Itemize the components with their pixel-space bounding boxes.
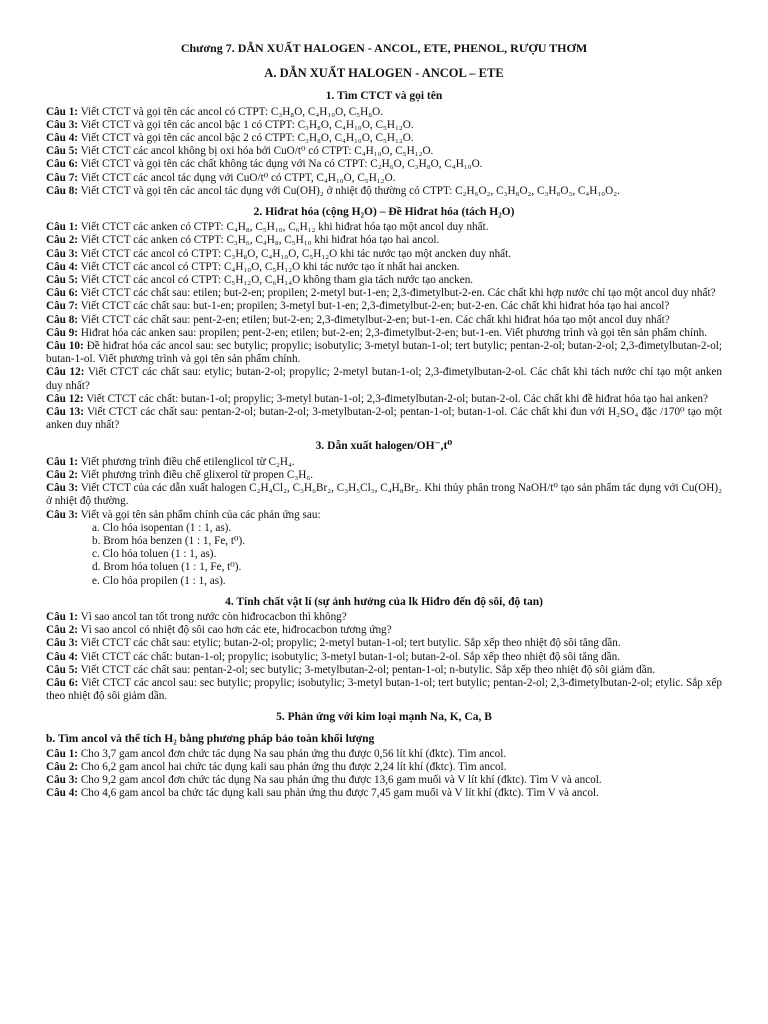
question [46,145,722,158]
question [46,172,722,185]
question-text: Viết CTCT các chất sau: etylic; butan-2-ol; propylic; 2-metyl butan-1-ol; tert butylic. Sắp xếp theo nhiệt độ sôi tăng dần. [78,637,621,650]
question [46,787,722,800]
question [46,274,722,287]
question [46,774,722,787]
question-label: Câu 2: [46,624,79,637]
question-label: Câu 7: [46,171,79,184]
question [46,624,722,637]
question-label: Câu 4: [46,650,79,663]
question-label: Câu 1: [46,747,79,760]
question-label: Câu 3: [46,482,79,495]
question-label: Câu 8: [46,313,79,326]
question-label: Câu 5: [46,274,79,287]
question-label: Câu 5: [46,663,79,676]
question-label: Câu 7: [46,300,79,313]
question-label: Câu 3: [46,508,79,521]
option-list [46,522,722,588]
question [46,314,722,327]
question-label: Câu 10: [46,340,84,353]
question [46,637,722,650]
question-text: Viết CTCT các chất sau: pentan-2-ol; butan-2-ol; 3-metylbutan-2-ol; pentan-1-ol; butan-1-ol. Các chất khi đun với H₂SO₄ đặc /170⁰ tạo một anken duy nhất? [46,406,722,432]
question-label: Câu 6: [46,158,79,171]
question-label: Câu 4: [46,787,79,800]
section-title: 1. Tìm CTCT và gọi tên [325,90,443,103]
question-label: Câu 4: [46,260,79,273]
question-label: Câu 3: [46,637,79,650]
sections-container [46,90,722,724]
section-block [46,90,722,198]
question [46,185,722,198]
question-text: Viết CTCT các ancol tác dụng với CuO/t⁰ có CTPT, C₄H₁₀O, C₅H₁₂O. [78,171,396,184]
question [46,482,722,508]
question-text: Hiđrat hóa các anken sau: propilen; pent-2-en; etilen; but-2-en; 2,3-đimetylbut-2-en; but-1-en. Viết phương trình và gọi tên sản phẩm chính. [78,326,708,339]
question-text: Viết phương trình điều chế etilenglicol từ C₂H₄. [78,455,295,468]
question-text: Cho 4,6 gam ancol ba chức tác dụng kali sau phản ứng thu được 7,45 gam muối và V lít khí (đktc). Tìm V và ancol. [78,787,599,800]
question [46,651,722,664]
question-text: Viết CTCT của các dẫn xuất halogen C₂H₄Cl₂, C₃H₆Br₂, C₃H₅Cl₃, C₄H₈Br₂. Khi thủy phân trong NaOH/t⁰ tạo sản phẩm tác dụng với Cu(OH)₂ ở nhiệt độ thường. [46,482,723,508]
question-text: Viết CTCT và gọi tên các ancol có CTPT: C₃H₈O, C₄H₁₀O, C₅H₈O. [78,105,384,118]
question [46,158,722,171]
question [46,234,722,247]
section-block [46,440,722,587]
option-item: c. Clo hóa toluen (1 : 1, as). [92,548,217,561]
question [46,456,722,469]
question-text: Vì sao ancol tan tốt trong nước còn hiđrocacbon thì không? [78,610,347,623]
question-text: Viết CTCT và gọi tên các ancol bậc 1 có CTPT: C₃H₈O, C₄H₁₀O, C₅H₁₂O. [78,118,414,131]
question-label: Câu 2: [46,760,79,773]
question-text: Viết phương trình điều chế glixerol từ propen C₃H₆. [78,468,314,481]
question [46,119,722,132]
question-label: Câu 12: [46,366,85,379]
question-label: Câu 1: [46,105,79,118]
question-label: Câu 1: [46,221,79,234]
question [46,509,722,522]
question-text: Viết CTCT các ancol có CTPT: C₄H₁₀O, C₅H₁₂O khi tác nước tạo ít nhất hai ancken. [78,260,460,273]
question-text: Viết CTCT các chất sau: etilen; but-2-en; propilen; 2-metyl but-1-en; 2,3-đimetylbut-2-en. Các chất khi hợp nước chỉ tạo một ancol duy nhất? [78,287,716,300]
question-label: Câu 8: [46,184,79,197]
question-text: Cho 3,7 gam ancol đơn chức tác dụng Na sau phản ứng thu được 0,56 lít khí (đktc). Tìm ancol. [78,747,507,760]
question [46,393,722,406]
question-text: Cho 9,2 gam ancol đơn chức tác dụng Na sau phản ứng thu được 13,6 gam muối và V lít khí (đktc). Tìm V và ancol. [78,774,602,787]
question-text: Viết CTCT các chất: butan-1-ol; propylic; 3-metyl butan-1-ol; 2,3-đimetylbutan-2-ol; butan-2-ol. Các chất khi đề hiđrat hóa tạo hai anken? [83,392,708,405]
question-text: Viết CTCT các chất sau: etylic; butan-2-ol; propylic; 2-metyl butan-1-ol; 2,3-đimetylbutan-2-ol. Các chất khi tách nước chỉ tạo một anken duy nhất? [46,366,722,392]
question [46,261,722,274]
question [46,106,722,119]
question-text: Viết CTCT và gọi tên các chất không tác dụng với Na có CTPT: C₂H₆O, C₃H₈O, C₄H₁₀O. [78,158,483,171]
question-label: Câu 3: [46,774,79,787]
question-label: Câu 2: [46,468,79,481]
question [46,300,722,313]
subsection-title: b. Tìm ancol và thể tích H₂ bằng phương pháp bảo toàn khối lượng [46,732,375,745]
section-title: 4. Tính chất vật lí (sự ảnh hưởng của lk Hiđro đến độ sôi, độ tan) [225,595,543,608]
question-text: Viết CTCT các chất sau: but-1-en; propilen; 3-metyl but-1-en; 2,3-đimetylbut-2-en; but-2-en. Các chất khi hiđrat hóa tạo hai ancol? [78,300,670,313]
question-text: Viết CTCT các chất sau: pentan-2-ol; sec butylic; 3-metylbutan-2-ol; pentan-1-ol; n-butylic. Sắp xếp theo nhiệt độ sôi giảm dần. [78,663,656,676]
question-text: Viết CTCT các anken có CTPT: C₄H₈, C₅H₁₀, C₆H₁₂ khi hiđrat hóa tạo một ancol duy nhất. [78,221,489,234]
subsection-questions [46,748,722,801]
question-label: Câu 2: [46,234,79,247]
option-item: b. Brom hóa benzen (1 : 1, Fe, t⁰). [92,534,245,547]
question [46,677,722,703]
section-block [46,596,722,704]
question-label: Câu 12: [46,392,84,405]
section-title: 5. Phản ứng với kim loại mạnh Na, K, Ca, B [276,711,492,724]
question-text: Viết CTCT và gọi tên các ancol tác dụng với Cu(OH)₂ ở nhiệt độ thường có CTPT: C₂H₆O₂, C₃H₈O₂, C₃H₈O₃, C₄H₁₀O₂. [78,184,620,197]
question [46,327,722,340]
question-text: Viết CTCT các ancol sau: sec butylic; propylic; isobutylic; 3-metyl butan-1-ol; tert butylic; pentan-2-ol; 2,3-đimetylbutan-2-ol; etylic. Sắp xếp theo nhiệt độ sôi giảm dần. [46,676,722,703]
chapter-title: Chương 7. DẪN XUẤT HALOGEN - ANCOL, ETE, PHENOL, RƯỢU THƠM [180,41,588,55]
question-text: Viết CTCT các anken có CTPT: C₃H₆, C₄H₈, C₅H₁₀ khi hiđrat hóa tạo hai ancol. [78,234,440,247]
question-text: Viết CTCT các ancol không bị oxi hóa bởi CuO/t⁰ có CTPT: C₄H₁₀O, C₅H₁₂O. [78,145,434,158]
question-label: Câu 6: [46,287,79,300]
question [46,611,722,624]
option-item: d. Brom hóa toluen (1 : 1, Fe, t⁰). [92,561,242,574]
question-label: Câu 9: [46,326,79,339]
question [46,132,722,145]
question-text: Đề hiđrat hóa các ancol sau: sec butylic; propylic; isobutylic; 3-metyl butan-1-ol; tert butylic; pentan-2-ol; butan-2-ol; 2,3-đimetylbutan-2-ol; butan-1-ol. Viết phương trình và gọi tên sản phẩm chính. [46,340,723,366]
question-text: Viết CTCT các chất sau: pent-2-en; etilen; but-2-en; 2,3-đimetylbut-2-en; but-1-en. Các chất khi hiđrat hóa tạo một ancol duy nhất? [78,313,670,326]
section-block [46,206,722,432]
section-block [46,711,722,724]
question-label: Câu 6: [46,676,79,689]
question [46,664,722,677]
question [46,761,722,774]
question [46,287,722,300]
question-label: Câu 1: [46,455,79,468]
question [46,748,722,761]
question-text: Vì sao ancol có nhiệt độ sôi cao hơn các ete, hiđrocacbon tương ứng? [78,624,392,637]
section-title: 2. Hiđrat hóa (cộng H₂O) – Đề Hiđrat hóa (tách H₂O) [253,206,515,219]
question-label: Câu 4: [46,132,79,145]
question [46,248,722,261]
question-text: Viết CTCT các ancol có CTPT: C₅H₁₂O, C₆H₁₄O không tham gia tách nước tạo ancken. [78,274,474,287]
part-title: A. DẪN XUẤT HALOGEN - ANCOL – ETE [264,66,504,81]
option-item: e. Clo hóa propilen (1 : 1, as). [92,574,226,587]
question [46,340,722,366]
question-text: Viết CTCT và gọi tên các ancol bậc 2 có CTPT: C₃H₈O, C₄H₁₀O, C₅H₁₂O. [78,132,414,145]
question [46,366,722,392]
section-title: 3. Dẫn xuất halogen/OH⁻,t⁰ [315,440,453,453]
question-text: Viết CTCT các chất: butan-1-ol; propylic; isobutylic; 3-metyl butan-1-ol; butan-2-ol. Sắp xếp theo nhiệt độ sôi tăng dần. [78,650,621,663]
question-label: Câu 1: [46,610,79,623]
question [46,221,722,234]
option-item: a. Clo hóa isopentan (1 : 1, as). [92,521,232,534]
question [46,406,722,432]
question-text: Viết CTCT các ancol có CTPT: C₃H₈O, C₄H₁₀O, C₅H₁₂O khi tác nước tạo một ancken duy nhất. [78,247,512,260]
question-text: Viết và gọi tên sản phẩm chính của các phản ứng sau: [78,508,321,521]
question-label: Câu 5: [46,145,79,158]
question-label: Câu 3: [46,118,79,131]
question-label: Câu 13: [46,406,84,419]
question [46,469,722,482]
question-label: Câu 3: [46,247,79,260]
question-text: Cho 6,2 gam ancol hai chức tác dụng kali sau phản ứng thu được 2,24 lít khí (đktc). Tìm ancol. [78,760,507,773]
